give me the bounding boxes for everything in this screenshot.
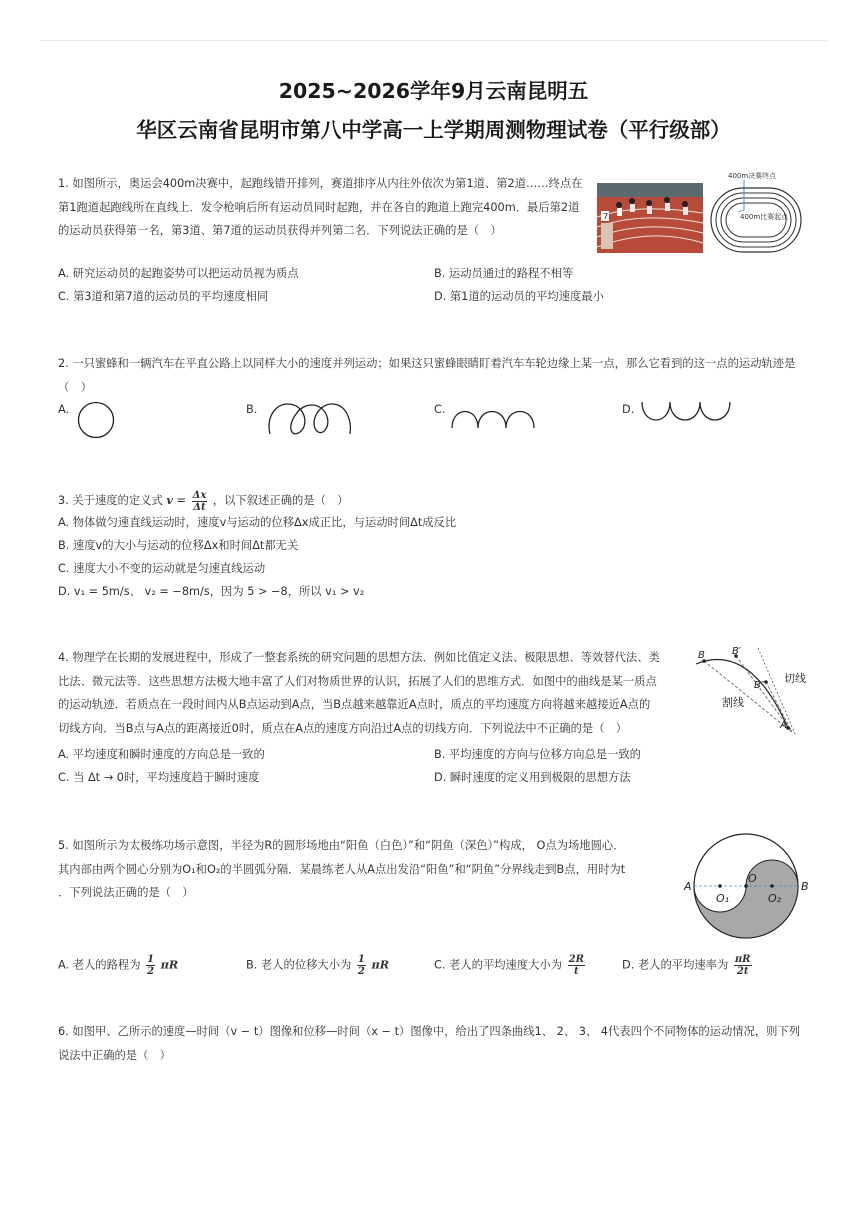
header-divider <box>40 40 827 41</box>
q4-option-b[interactable]: B. 平均速度的方向与位移方向总是一致的 <box>434 748 641 761</box>
q4-option-d[interactable]: D. 瞬时速度的定义用到极限的思想方法 <box>434 771 631 784</box>
q2-inverted-cycloid-path <box>638 398 736 434</box>
q5-point-b: B <box>801 880 809 893</box>
q6-stem-line1: 6. 如图甲、乙所示的速度—时间（v − t）图像和位移—时间（x − t）图像中，给出了四条曲线1、 2、 3、 4代表四个不同物体的运动情况，则下列 <box>58 1025 801 1038</box>
q1-stem-line3: 的运动员获得第一名，第3道、第7道的运动员获得并列第二名．下列说法正确的是（ ） <box>58 224 502 237</box>
q3-fraction-numerator: Δx <box>192 489 207 501</box>
q5-option-c-prefix: C. 老人的平均速度大小为 <box>434 958 563 972</box>
q1-option-c[interactable]: C. 第3道和第7道的运动员的平均速度相同 <box>58 290 269 303</box>
q2-stem <box>58 352 818 399</box>
q5-option-a-prefix: A. 老人的路程为 <box>58 958 141 972</box>
q2-stem-line2: （ ） <box>58 380 92 394</box>
q1-stem <box>58 172 583 243</box>
q4-tangent-diagram <box>690 642 818 738</box>
q1-finish-label: 400m决赛终点 <box>728 172 777 180</box>
q1-option-b[interactable]: B. 运动员通过的路程不相等 <box>434 267 574 280</box>
q4-stem-line2: 比法、微元法等．这些思想方法极大地丰富了人们对物质世界的认识，拓展了人们的思维方式．如图中的曲线是某一质点 <box>58 674 657 688</box>
q1-start-label: 400m比赛起点 <box>740 213 789 221</box>
q5-option-d-denominator: 2t <box>736 966 749 977</box>
exam-title-line2: 华区云南省昆明市第八中学高一上学期周测物理试卷（平行级部） <box>136 118 731 142</box>
q1-option-a[interactable]: A. 研究运动员的起跑姿势可以把运动员视为质点 <box>58 267 299 280</box>
q5-taiji-diagram <box>682 830 812 942</box>
q5-option-b-numerator: 1 <box>357 954 365 965</box>
q1-stem-line2: 第1跑道起跑线所在直线上．发令枪响后所有运动员同时起跑，并在各自的跑道上跑完400m．最后第2道 <box>58 200 580 214</box>
q5-option-b-prefix: B. 老人的位移大小为 <box>246 958 352 972</box>
q5-option-b-denominator: 2 <box>357 966 365 977</box>
q5-center-o2: O₂ <box>768 892 782 905</box>
q6-stem <box>58 1020 828 1067</box>
q4-stem-line3: 的运动轨迹．若质点在一段时间内从B点运动到A点，当B点越来越靠近A点时，质点的平均速度方向将越来越接近A点的 <box>58 698 651 711</box>
q4-stem <box>58 646 678 740</box>
q3-option-a[interactable]: A. 物体做匀速直线运动时，速度v与运动的位移Δx成正比，与运动时间Δt成反比 <box>58 516 457 529</box>
q1-race-photo <box>597 183 703 253</box>
q3-velocity-symbol: v <box>166 493 173 507</box>
q4-secant-label: 割线 <box>722 696 744 709</box>
q4-stem-line1: 4. 物理学在长期的发展进程中，形成了一整套系统的研究问题的思想方法．例如比值定义法、极限思想、等效替代法、类 <box>58 651 660 664</box>
q5-option-a-numerator: 1 <box>147 954 155 965</box>
q5-option-d[interactable] <box>622 954 754 977</box>
q5-option-c-fraction <box>568 954 585 977</box>
q5-option-b-fraction <box>357 954 366 977</box>
q3-stem <box>58 489 348 513</box>
q5-option-d-numerator: πR <box>734 954 751 965</box>
q3-option-d[interactable]: D. v₁ = 5m/s、 v₂ = −8m/s，因为 5 > −8，所以 v₁ > v₂ <box>58 585 365 598</box>
q3-option-c[interactable]: C. 速度大小不变的运动就是匀速直线运动 <box>58 562 266 575</box>
q4-point-b-prime: B′ <box>732 646 742 657</box>
q5-stem-line2: 其内部由两个圆心分别为O₁和O₂的半圆弧分隔．某晨练老人从A点出发沿“阳鱼”和“阴鱼”分界线走到B点，用时为t <box>58 862 626 876</box>
q5-option-a-denominator: 2 <box>147 966 155 977</box>
q1-stem-line1: 1. 如图所示，奥运会400m决赛中，起跑线错开排列，赛道排序从内往外依次为第1道、第2道……终点在 <box>58 177 583 190</box>
q4-option-c[interactable]: C. 当 Δt → 0时，平均速度趋于瞬时速度 <box>58 771 260 784</box>
exam-title-line1: 2025~2026学年9月云南昆明五 <box>278 79 589 103</box>
q5-option-d-prefix: D. 老人的平均速率为 <box>622 958 729 972</box>
q5-option-a-fraction <box>146 954 155 977</box>
q4-tangent-label: 切线 <box>784 672 806 685</box>
q5-option-b-suffix: πR <box>371 957 390 972</box>
q5-option-c[interactable] <box>434 954 587 977</box>
q2-stem-line1: 2. 一只蜜蜂和一辆汽车在平直公路上以同样大小的速度并列运动；如果这只蜜蜂眼睛盯着汽车车轮边缘上某一点，那么它看到的这一点的运动轨迹是 <box>58 357 796 370</box>
q5-option-a[interactable] <box>58 954 178 977</box>
q4-option-a[interactable]: A. 平均速度和瞬时速度的方向总是一致的 <box>58 748 265 761</box>
q3-option-b[interactable]: B. 速度v的大小与运动的位移Δx和时间Δt都无关 <box>58 539 299 552</box>
q1-option-d[interactable]: D. 第1道的运动员的平均速度最小 <box>434 290 604 303</box>
q2-option-c[interactable]: C. <box>434 403 446 416</box>
q5-option-c-denominator: t <box>573 966 579 977</box>
q5-stem <box>58 834 678 905</box>
q3-equals: = <box>176 494 186 507</box>
q2-option-b[interactable]: B. <box>246 403 258 416</box>
q3-fraction-denominator: Δt <box>193 501 206 513</box>
q3-stem-suffix: ，以下叙述正确的是（ ） <box>212 494 349 507</box>
q4-point-b-double-prime: B″ <box>754 680 765 691</box>
q1-track-diagram <box>708 170 806 258</box>
q5-stem-line1: 5. 如图所示为太极练功场示意图，半径为R的圆形场地由“阳鱼（白色）”和“阴鱼（深色）”构成， O点为场地圆心． <box>58 839 625 852</box>
q3-stem-prefix: 3. 关于速度的定义式 <box>58 494 163 507</box>
q4-stem-line4: 切线方向．当B点与A点的距离接近0时，质点在A点的速度方向沿过A点的切线方向．下列说法中不正确的是（ ） <box>58 721 628 735</box>
q5-option-a-suffix: πR <box>160 957 179 972</box>
q5-point-a: A <box>684 880 692 893</box>
q5-option-b[interactable] <box>246 954 389 977</box>
q6-stem-line2: 说法中正确的是（ ） <box>58 1048 171 1062</box>
q2-circle-path <box>76 400 118 440</box>
q1-photo-bib: 7 <box>603 212 609 221</box>
q4-point-b: B <box>698 650 705 661</box>
q2-option-d[interactable]: D. <box>622 403 635 416</box>
q5-center-o: O <box>748 872 757 885</box>
q3-fraction <box>192 490 208 513</box>
q5-option-c-numerator: 2R <box>568 954 584 965</box>
q2-option-a[interactable]: A. <box>58 403 70 416</box>
q5-stem-line3: ．下列说法正确的是（ ） <box>58 886 194 899</box>
q5-center-o1: O₁ <box>716 892 730 905</box>
q4-point-a: A <box>780 720 787 731</box>
q2-cycloid-path <box>448 398 540 432</box>
q5-option-d-fraction <box>734 954 752 977</box>
q2-loop-path <box>266 400 356 440</box>
